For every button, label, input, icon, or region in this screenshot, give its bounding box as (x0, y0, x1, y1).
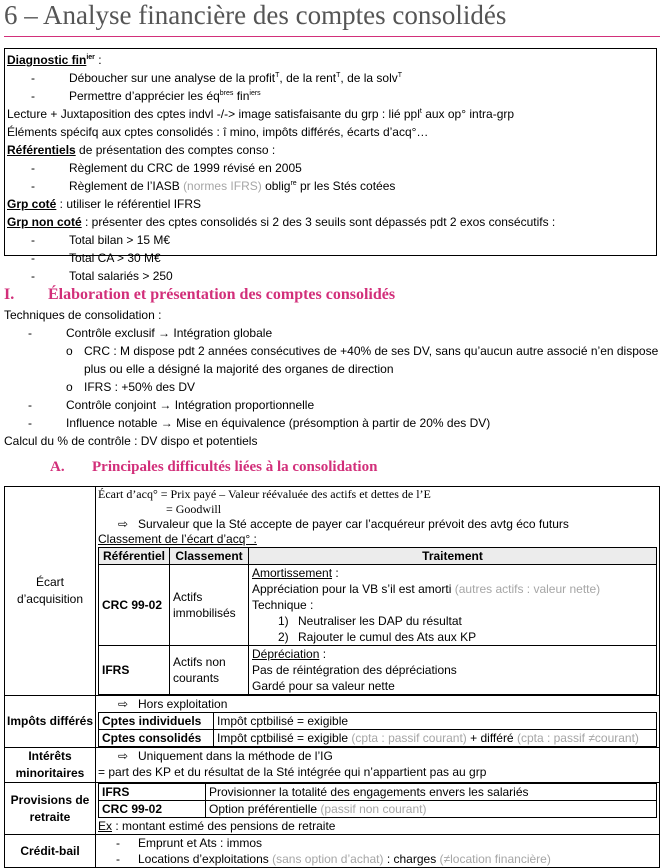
section-1 (4, 284, 660, 478)
row-interets: Intérêts minoritaires ⇨ Uniquement dans la méthode de l’IG = part des KP et du résultat de la Sté intégrée qui n’appartient pas au grp (5, 748, 660, 783)
diag-line-1: Diagnostic fin$^{ier}$ : (7, 53, 102, 67)
sec1-line-4: o IFRS : +50% des DV (66, 380, 196, 394)
diagnostic-box (4, 48, 657, 283)
classement-title: Classement de l’écart d’acq° : (98, 532, 257, 546)
arrow-icon: ⇨ (118, 749, 129, 763)
impots-table: Cptes individuels Impôt cptbilisé = exigible Cptes consolidés Impôt cptbilisé = exigible (cpta : passif courant) + différé (cpta : passif ≠courant) (98, 712, 657, 747)
arrow-icon: ⇨ (118, 697, 129, 711)
row-impots: Impôts différés ⇨ Hors exploitation Cptes individuels Impôt cptbilisé = exigible Cptes consolidés Impôt cptbilisé = exigible (cpta : passif courant) + différé (cpta : passif ≠courant) (5, 696, 660, 748)
row-provisions: Provisions de retraite IFRS Provisionner la totalité des engagements envers les salariés CRC 99-02 Option préférentielle (passif non courant) Ex : montant estimé des pensions de retraite (5, 783, 660, 835)
diag-line-5: Éléments spécifq aux cptes consolidés : î mino, impôts différés, écarts d’acq°… (7, 125, 429, 139)
classement-table: Référentiel Classement Traitement CRC 99-02 Actifs immobilisés Amortissement : Appréciation pour la VB s’il est amorti (autres actifs : valeur nette) Technique : 1) Neutraliser les DAP du résultat 2) Rajouter le cumul des Ats aux KP IFRS Actifs non courants Dépréciation : Pas de réintégration des dépréciations Gardé pour sa valeur nette (98, 547, 657, 695)
sec1-line-3: o CRC : M dispose pdt 2 années consécutives de +40% de ses DV, sans qu’aucun autre associé n’en dispose plus ou elle a désigné la majorité des organes de direction (66, 344, 659, 376)
provisions-table: IFRS Provisionner la totalité des engagements envers les salariés CRC 99-02 Option préférentielle (passif non courant) (98, 783, 657, 818)
label-interets: Intérêts minoritaires (5, 748, 96, 783)
arrow-icon: ⇨ (118, 517, 129, 531)
diag-line-7: - Règlement du CRC de 1999 révisé en 2005 (31, 161, 302, 175)
sec1-line-2: - Contrôle exclusif → Intégration globale (28, 326, 273, 340)
diag-line-2: - Déboucher sur une analyse de la profit$^T$, de la rent$^T$, de la solv$^T$ (31, 71, 403, 85)
formula-1: Écart d’acq° = Prix payé – Valeur réévaluée des actifs et dettes de l’E (98, 487, 431, 501)
diag-line-6: Référentiels de présentation des comptes conso : (7, 143, 276, 157)
sec1-line-5: - Contrôle conjoint → Intégration proportionnelle (28, 398, 315, 412)
page-title: 6 – Analyse financière des comptes consolidés (4, 0, 660, 37)
label-provisions: Provisions de retraite (5, 783, 96, 835)
formula-2: = Goodwill (166, 502, 222, 516)
sec1-line-7: Calcul du % de contrôle : DV dispo et potentiels (4, 434, 258, 448)
diag-line-10: Grp non coté : présenter des cptes consolidés si 2 des 3 seuils sont dépassés pdt 2 exos consécutifs : (7, 215, 556, 229)
difficulties-table (4, 486, 660, 868)
row-credit: Crédit-bail - Emprunt et Ats : immos - Locations d’exploitations (sans option d’achat) : charges (≠location financière) (5, 835, 660, 868)
diag-line-8: - Règlement de l’IASB (normes IFRS) oblig$^{re}$ pr les Stés cotées (31, 179, 396, 193)
section-1-heading: I. Élaboration et présentation des comptes consolidés (4, 286, 396, 303)
sec1-line-6: - Influence notable → Mise en équivalence (présomption à partir de 20% des DV) (28, 416, 491, 430)
subsection-a-heading: A. Principales difficultés liées à la consolidation (50, 459, 378, 475)
label-credit: Crédit-bail (5, 835, 96, 868)
sec1-line-1: Techniques de consolidation : (4, 308, 162, 322)
diag-line-9: Grp coté : utiliser le référentiel IFRS (7, 197, 202, 211)
label-impots: Impôts différés (5, 696, 96, 748)
diag-line-11: - Total bilan > 15 M€ (31, 233, 171, 247)
diag-line-13: - Total salariés > 250 (31, 269, 173, 283)
diag-line-12: - Total CA > 30 M€ (31, 251, 161, 265)
diag-line-3: - Permettre d’apprécier les $éq^{bres}$ fin$^{iers}$ (31, 89, 261, 103)
diag-line-4: Lecture + Juxtaposition des cptes indvl -/-> image satisfaisante du grp : lié ppl$^t$ aux op° intra-grp (7, 107, 515, 121)
label-ecart: Écart d’acquisition (5, 487, 96, 696)
row-ecart: Écart d’acquisition Écart d’acq° = Prix payé – Valeur réévaluée des actifs et dettes de l’E = Goodwill ⇨ Survaleur que la Sté accepte de payer car l’acquéreur prévoit des avtg éco futurs Classement de l’écart d’acq° : Référentiel Classement Traitement CRC 99-02 Actifs immobilisés Amortissement : Appréciation pour la VB s’il est amorti (autres actifs : valeur nette) Technique : 1) Neutraliser les DAP du résultat 2) Rajouter le cumul des Ats aux KP IFRS Actifs non courants Dépréciation : Pas de réintégration des dépréciations Gardé pour sa valeur nette (5, 487, 660, 696)
